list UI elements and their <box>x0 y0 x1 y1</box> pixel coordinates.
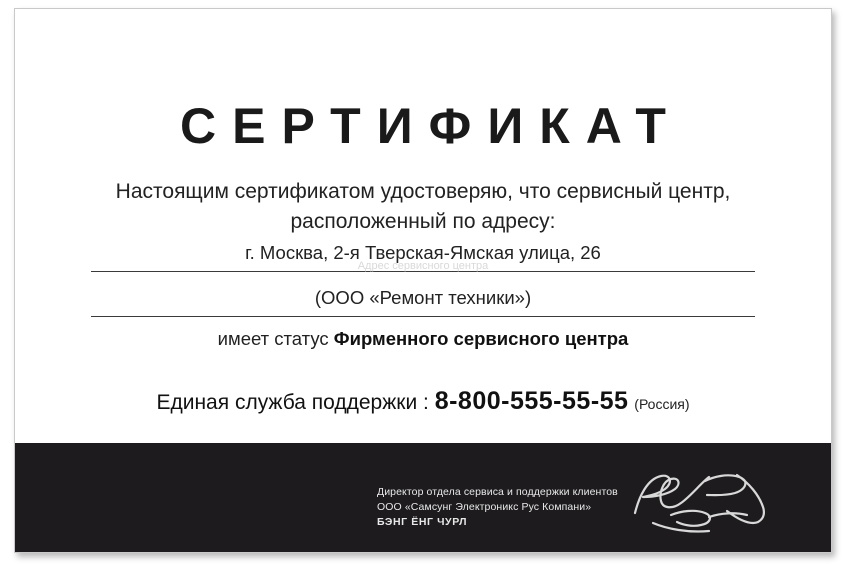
support-region: (Россия) <box>634 396 690 412</box>
company-field <box>91 284 755 317</box>
signer-company: ООО «Самсунг Электроникс Рус Компани» <box>377 501 592 513</box>
address-field <box>91 239 755 272</box>
certificate-card <box>14 8 832 553</box>
certificate-footer-band <box>15 443 831 552</box>
certificate-body <box>15 9 831 443</box>
signer-position: Директор отдела сервиса и поддержки клиентов <box>377 486 618 498</box>
status-prefix: имеет статус <box>217 328 334 349</box>
support-phone: 8-800-555-55-55 <box>434 387 629 415</box>
handwritten-signature-icon <box>609 467 789 539</box>
status-value: Фирменного сервисного центра <box>333 328 629 349</box>
support-label: Единая служба поддержки : <box>156 391 435 414</box>
address-watermark: Адрес сервисного центра <box>357 260 489 272</box>
certificate-title: СЕРТИФИКАТ <box>180 98 682 154</box>
address-value: г. Москва, 2-я Тверская-Ямская улица, 26 <box>245 242 601 263</box>
support-line <box>15 387 831 416</box>
signer-block <box>377 485 618 530</box>
intro-line-2: расположенный по адресу: <box>290 210 556 233</box>
status-field <box>91 328 755 350</box>
certificate-intro <box>75 177 771 237</box>
signer-name: БЭНГ ЁНГ ЧУРЛ <box>377 516 468 528</box>
company-value: (ООО «Ремонт техники») <box>314 287 532 308</box>
intro-line-1: Настоящим сертификатом удостоверяю, что сервисный центр, <box>115 180 731 203</box>
field-spacer <box>91 272 755 284</box>
certificate-fields <box>91 239 755 350</box>
